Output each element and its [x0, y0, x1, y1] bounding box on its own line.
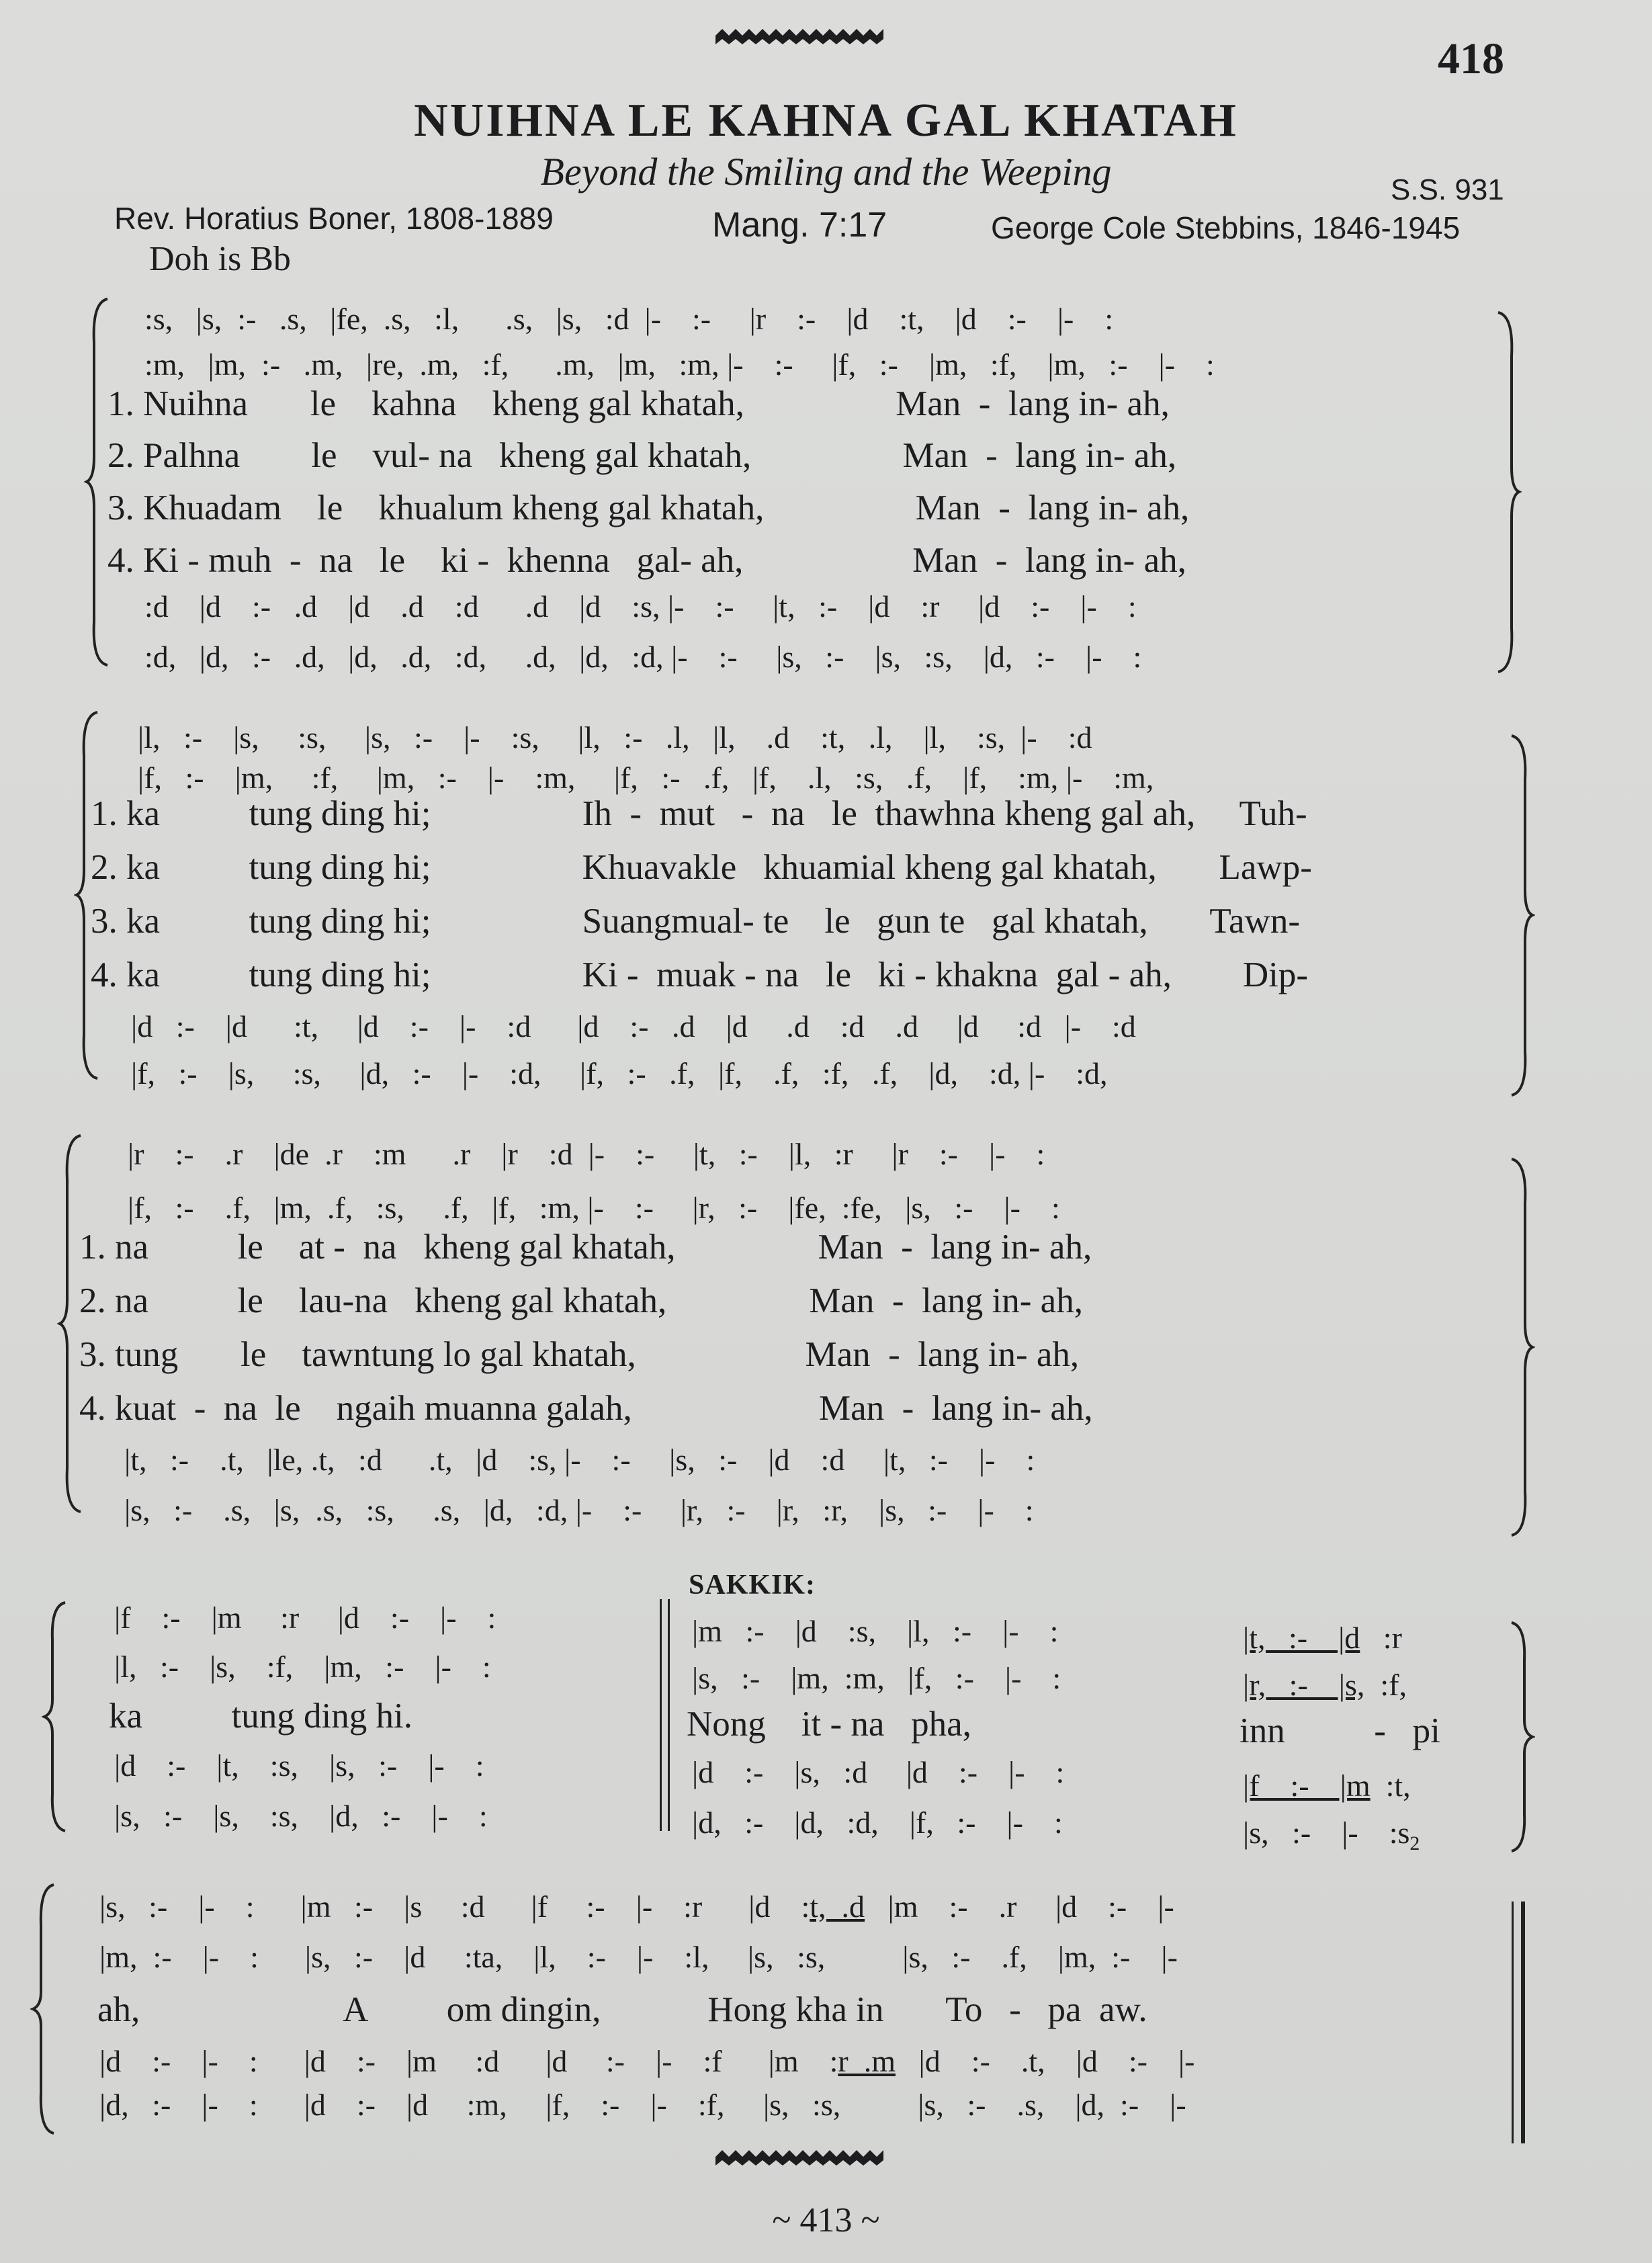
- final-barline-thin: [1512, 1902, 1514, 2143]
- system5-soprano: [99, 1891, 1174, 1922]
- system5-tenor-underlined: r .m: [838, 2044, 896, 2078]
- system5-tenor: [99, 2046, 1194, 2077]
- system4-soprano-c-rest: :r: [1360, 1621, 1402, 1655]
- system2-tenor: |d :- |d :t, |d :- |- :d |d :- .d |d .d :d .d |d :d |- :d: [131, 1009, 1136, 1043]
- system2-verse2: 2. ka tung ding hi; Khuavakle khuamial kheng gal khatah, Lawp-: [91, 848, 1312, 887]
- system5-soprano-underlined: t, .d: [810, 1889, 865, 1924]
- system5-bass: |d, :- |- : |d :- |d :m, |f, :- |- :f, |s, :s, |s, :- .s, |d, :- |-: [99, 2088, 1186, 2122]
- system4-tenor-c-underlined: |f :- |m: [1243, 1768, 1371, 1803]
- system1-brace-right: [1495, 309, 1522, 675]
- system3-verse1: 1. na le at - na kheng gal khatah, Man - lang in- ah,: [79, 1228, 1092, 1267]
- system4-soprano-b: |m :- |d :s, |l, :- |- :: [692, 1614, 1059, 1648]
- system4-soprano-a: |f :- |m :r |d :- |- :: [114, 1600, 496, 1635]
- system2-brace-left: [74, 709, 101, 1082]
- system4-tenor-c-rest: :t,: [1370, 1768, 1411, 1803]
- refrain-label: SAKKIK:: [689, 1570, 816, 1600]
- author: Rev. Horatius Boner, 1808-1889: [114, 201, 554, 236]
- system3-bass: |s, :- .s, |s, .s, :s, .s, |d, :d, |- :- |r, :- |r, :r, |s, :- |- :: [124, 1493, 1034, 1527]
- system4-alto-c-rest: :f,: [1364, 1668, 1407, 1702]
- system1-brace-left: [84, 296, 111, 669]
- system4-tenor-a: |d :- |t, :s, |s, :- |- :: [114, 1748, 484, 1783]
- top-ornament-icon: [712, 26, 887, 46]
- system5-alto: |m, :- |- : |s, :- |d :ta, |l, :- |- :l, |s, :s, |s, :- .f, |m, :- |-: [99, 1940, 1178, 1974]
- system4-alto-a: |l, :- |s, :f, |m, :- |- :: [114, 1650, 491, 1684]
- system1-tenor: :d |d :- .d |d .d :d .d |d :s, |- :- |t, :- |d :r |d :- |- :: [144, 589, 1137, 624]
- system4-bass-b: |d, :- |d, :d, |f, :- |- :: [692, 1805, 1063, 1840]
- system1-verse2: 2. Palhna le vul- na kheng gal khatah, Man - lang in- ah,: [107, 436, 1177, 475]
- system5-tenor-end: |d :- .t, |d :- |-: [896, 2044, 1195, 2078]
- system4-bass-c-subscript: 2: [1409, 1832, 1420, 1855]
- system4-alto-c-underlined: |r, :- |s,: [1243, 1668, 1365, 1702]
- system1-alto: :m, |m, :- .m, |re, .m, :f, .m, |m, :m, |- :- |f, :- |m, :f, |m, :- |- :: [144, 347, 1215, 382]
- system3-alto: |f, :- .f, |m, .f, :s, .f, |f, :m, |- :- |r, :- |fe, :fe, |s, :- |- :: [128, 1191, 1060, 1225]
- system3-brace-left: [57, 1132, 84, 1515]
- hymn-title: NUIHNA LE KAHNA GAL KHATAH: [414, 95, 1238, 146]
- system5-lyric: ah, A om dingin, Hong kha in To - pa aw.: [97, 1990, 1147, 2029]
- system2-verse3: 3. ka tung ding hi; Suangmual- te le gun te gal khatah, Tawn-: [91, 902, 1300, 941]
- system4-bass-c: [1243, 1818, 1420, 1854]
- system3-tenor: |t, :- .t, |le, .t, :d .t, |d :s, |- :- |s, :- |d :d |t, :- |- :: [124, 1443, 1035, 1477]
- system1-bass: :d, |d, :- .d, |d, .d, :d, .d, |d, :d, |- :- |s, :- |s, :s, |d, :- |- :: [144, 640, 1142, 674]
- system4-tenor-b: |d :- |s, :d |d :- |- :: [692, 1755, 1065, 1789]
- system4-alto-c: [1243, 1670, 1407, 1701]
- system1-verse4: 4. Ki - muh - na le ki - khenna gal- ah, Man - lang in- ah,: [107, 541, 1186, 580]
- system4-lyric-c: inn - pi: [1240, 1711, 1440, 1750]
- system4-bass-a: |s, :- |s, :s, |d, :- |- :: [114, 1799, 488, 1833]
- system4-alto-b: |s, :- |m, :m, |f, :- |- :: [692, 1661, 1061, 1695]
- system2-alto: |f, :- |m, :f, |m, :- |- :m, |f, :- .f, |f, .l, :s, .f, |f, :m, |- :m,: [138, 761, 1154, 795]
- system3-brace-right: [1508, 1156, 1535, 1539]
- system2-bass: |f, :- |s, :s, |d, :- |- :d, |f, :- .f, |f, .f, :f, .f, |d, :d, |- :d,: [131, 1056, 1108, 1091]
- system2-soprano: |l, :- |s, :s, |s, :- |- :s, |l, :- .l, |l, .d :t, .l, |l, :s, |- :d: [138, 720, 1092, 755]
- system4-tenor-c: [1243, 1770, 1411, 1801]
- system4-bass-c-text: |s, :- |- :s: [1243, 1816, 1410, 1850]
- system4-soprano-c: [1243, 1623, 1402, 1654]
- system3-soprano: |r :- .r |de .r :m .r |r :d |- :- |t, :- |l, :r |r :- |- :: [128, 1137, 1045, 1171]
- system4-lyric-b: Nong it - na pha,: [687, 1705, 971, 1744]
- system2-brace-right: [1508, 732, 1535, 1099]
- system1-verse3: 3. Khuadam le khualum kheng gal khatah, Man - lang in- ah,: [107, 488, 1190, 527]
- system3-verse2: 2. na le lau-na kheng gal khatah, Man - lang in- ah,: [79, 1281, 1083, 1320]
- system4-brace-right: [1508, 1619, 1535, 1854]
- refrain-double-barline-1: [660, 1599, 662, 1831]
- system5-tenor-start: |d :- |- : |d :- |m :d |d :- |- :f |m :: [99, 2044, 838, 2078]
- ss-reference: S.S. 931: [1391, 173, 1504, 206]
- composer: George Cole Stebbins, 1846-1945: [991, 210, 1461, 245]
- system3-verse3: 3. tung le tawntung lo gal khatah, Man - lang in- ah,: [79, 1335, 1080, 1374]
- system5-brace-left: [30, 1881, 57, 2137]
- system1-soprano: :s, |s, :- .s, |fe, .s, :l, .s, |s, :d |- :- |r :- |d :t, |d :- |- :: [144, 302, 1114, 336]
- system3-verse4: 4. kuat - na le ngaih muanna galah, Man - lang in- ah,: [79, 1389, 1093, 1428]
- system4-brace-left: [42, 1599, 69, 1834]
- system5-soprano-start: |s, :- |- : |m :- |s :d |f :- |- :r |d :: [99, 1889, 810, 1924]
- refrain-double-barline-2: [668, 1599, 670, 1831]
- scripture-reference: Mang. 7:17: [712, 206, 887, 245]
- system1-verse1: 1. Nuihna le kahna kheng gal khatah, Man - lang in- ah,: [107, 384, 1170, 423]
- page-number: ~ 413 ~: [772, 2201, 880, 2239]
- system5-soprano-end: |m :- .r |d :- |-: [865, 1889, 1174, 1924]
- system2-verse1: 1. ka tung ding hi; Ih - mut - na le thawhna kheng gal ah, Tuh-: [91, 794, 1307, 833]
- system4-lyric-a: ka tung ding hi.: [109, 1697, 412, 1736]
- hymn-subtitle: Beyond the Smiling and the Weeping: [540, 150, 1112, 194]
- system2-verse4: 4. ka tung ding hi; Ki - muak - na le ki - khakna gal - ah, Dip-: [91, 955, 1308, 994]
- hymn-number: 418: [1438, 34, 1504, 83]
- key-signature: Doh is Bb: [149, 240, 291, 278]
- final-barline-thick: [1521, 1902, 1525, 2143]
- system4-soprano-c-underlined: |t, :- |d: [1243, 1621, 1360, 1655]
- bottom-ornament-icon: [712, 2147, 887, 2167]
